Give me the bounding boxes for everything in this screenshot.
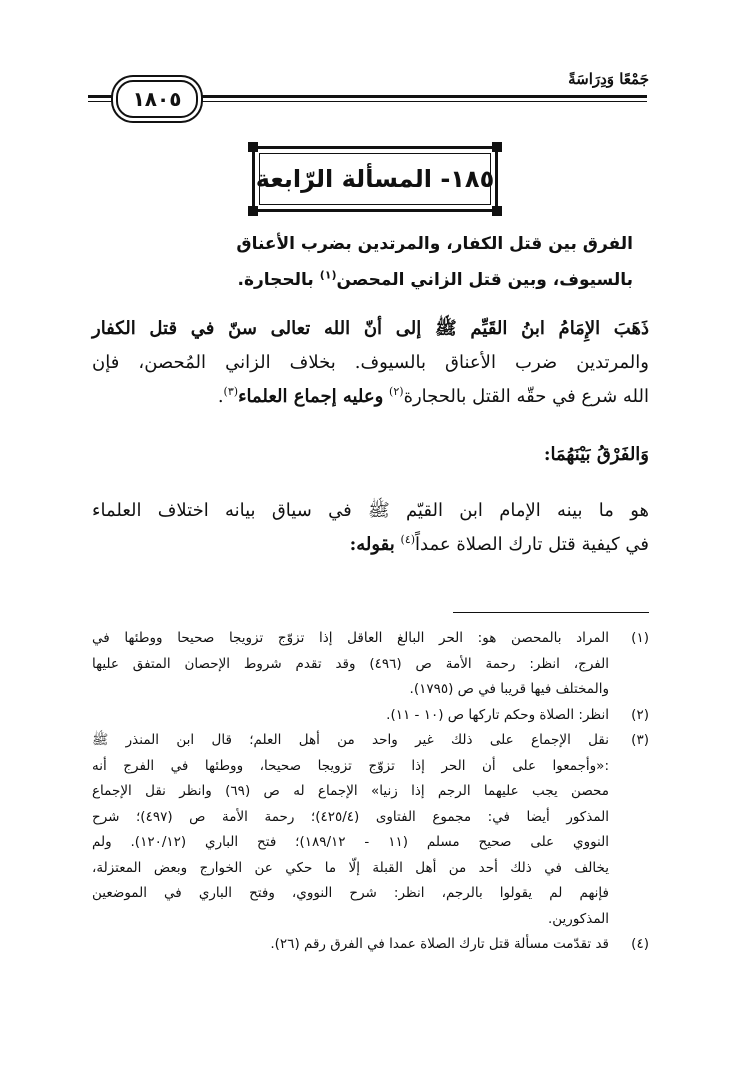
section-title-frame	[252, 146, 498, 212]
footnote-number: (١)	[631, 630, 649, 646]
subtitle-line	[150, 262, 633, 298]
footnote-number: (٤)	[631, 936, 649, 952]
footnote-1	[92, 626, 649, 703]
footnote-ref[interactable]: (٢)	[389, 385, 404, 398]
footnotes	[92, 626, 649, 958]
footnote-separator	[453, 612, 649, 613]
frame-corner	[248, 142, 258, 152]
paragraph-text: .	[217, 386, 224, 407]
paragraph-line	[92, 528, 649, 562]
footnote-line: المذكور أيضا في: مجموع الفتاوى (٤٢٥/٤)؛ رحمة الأمة ص (٤٩٧)؛ شرح	[92, 808, 609, 825]
page-number: ١٨٠٥	[116, 80, 198, 118]
footnote-line: فإنهم لم يقولوا بالرجم، انظر: شرح النووي، وفتح الباري في الموضعين	[92, 885, 609, 901]
subtitle-line: الفرق بين قتل الكفار، والمرتدين بضرب الأعناق	[236, 234, 633, 254]
section-subtitle	[150, 226, 633, 298]
footnote-number: (٣)	[631, 732, 649, 748]
section-title: ١٨٥- المسألة الرّابعة	[259, 153, 491, 205]
frame-corner	[492, 142, 502, 152]
paragraph-1	[92, 312, 649, 414]
footnote-number: (٢)	[631, 706, 649, 723]
subtitle-text: بالسيوف، وبين قتل الزاني المحصن	[336, 270, 633, 290]
footnote-ref[interactable]: (١)	[319, 268, 337, 282]
paragraph-line: هو ما بينه الإمام ابن القيّم ﷺ في سياق بيانه اختلاف العلماء	[92, 500, 649, 521]
footnote-line: انظر: الصلاة وحكم تاركها ص (١٠ - ١١).	[386, 706, 609, 723]
paragraph-line	[92, 380, 649, 414]
subtitle-text: بالحجارة.	[237, 270, 314, 290]
footnote-2	[92, 703, 649, 729]
footnote-line: المذكورين.	[547, 910, 609, 927]
difference-heading: وَالفَرْقُ بَيْنَهُمَا:	[543, 444, 649, 465]
footnote-line: المراد بالمحصن هو: الحر البالغ العاقل إذا تزوّج تزويجا صحيحا ووطئها في	[92, 630, 609, 646]
paragraph-text: الله شرع في حقّه القتل بالحجارة	[403, 386, 649, 407]
frame-corner	[492, 206, 502, 216]
frame-corner	[248, 206, 258, 216]
paragraph-text: وعليه إجماع العلماء	[238, 386, 384, 407]
footnote-ref[interactable]: (٣)	[223, 385, 239, 398]
paragraph-text: في كيفية قتل تارك الصلاة عمداً	[415, 534, 649, 555]
footnote-line: نقل الإجماع على ذلك غير واحد من أهل العلم؛ قال ابن المنذر ﷺ	[92, 732, 609, 748]
paragraph-2	[92, 494, 649, 562]
footnote-line: :«وأجمعوا على أن الحر إذا تزوّج تزويجا صحيحا، ووطئها في الفرج أنه	[92, 757, 609, 774]
footnote-ref[interactable]: (٤)	[400, 533, 416, 546]
footnote-line: الفرج، انظر: رحمة الأمة ص (٤٩٦) وقد تقدم شروط الإحصان المتفق عليها	[92, 655, 609, 672]
footnote-line: والمختلف فيها قريبا في ص (١٧٩٥).	[409, 681, 609, 697]
paragraph-line	[92, 312, 649, 346]
footnote-4	[92, 932, 649, 958]
footnote-line: النووي على صحيح مسلم (١١ - ١٨٩/١٢)؛ فتح الباري (١٢٠/١٢). ولم	[92, 834, 609, 850]
running-title: جَمْعًا وَدِرَاسَةً	[568, 70, 649, 88]
paragraph-text: ذَهَبَ الإِمَامُ ابنُ القَيِّم ﷺ إلى أنّ الله تعالى سنّ في قتل الكفار	[92, 318, 649, 339]
footnote-3	[92, 728, 649, 932]
paragraph-text: بقوله:	[349, 534, 395, 555]
footnote-line: يخالف في ذلك أحد من أهل القبلة إلّا ما حكي عن الخوارج وبعض المعتزلة،	[92, 859, 609, 876]
paragraph-line: والمرتدين ضرب الأعناق بالسيوف. بخلاف الزاني المُحصن، فإن	[92, 352, 649, 373]
footnote-line: قد تقدّمت مسألة قتل تارك الصلاة عمدا في الفرق رقم (٢٦).	[270, 936, 609, 952]
footnote-line: محصن يجب عليهما الرجم إذا زنيا» الإجماع له ص (٦٩) وانظر نقل الإجماع	[92, 783, 609, 799]
